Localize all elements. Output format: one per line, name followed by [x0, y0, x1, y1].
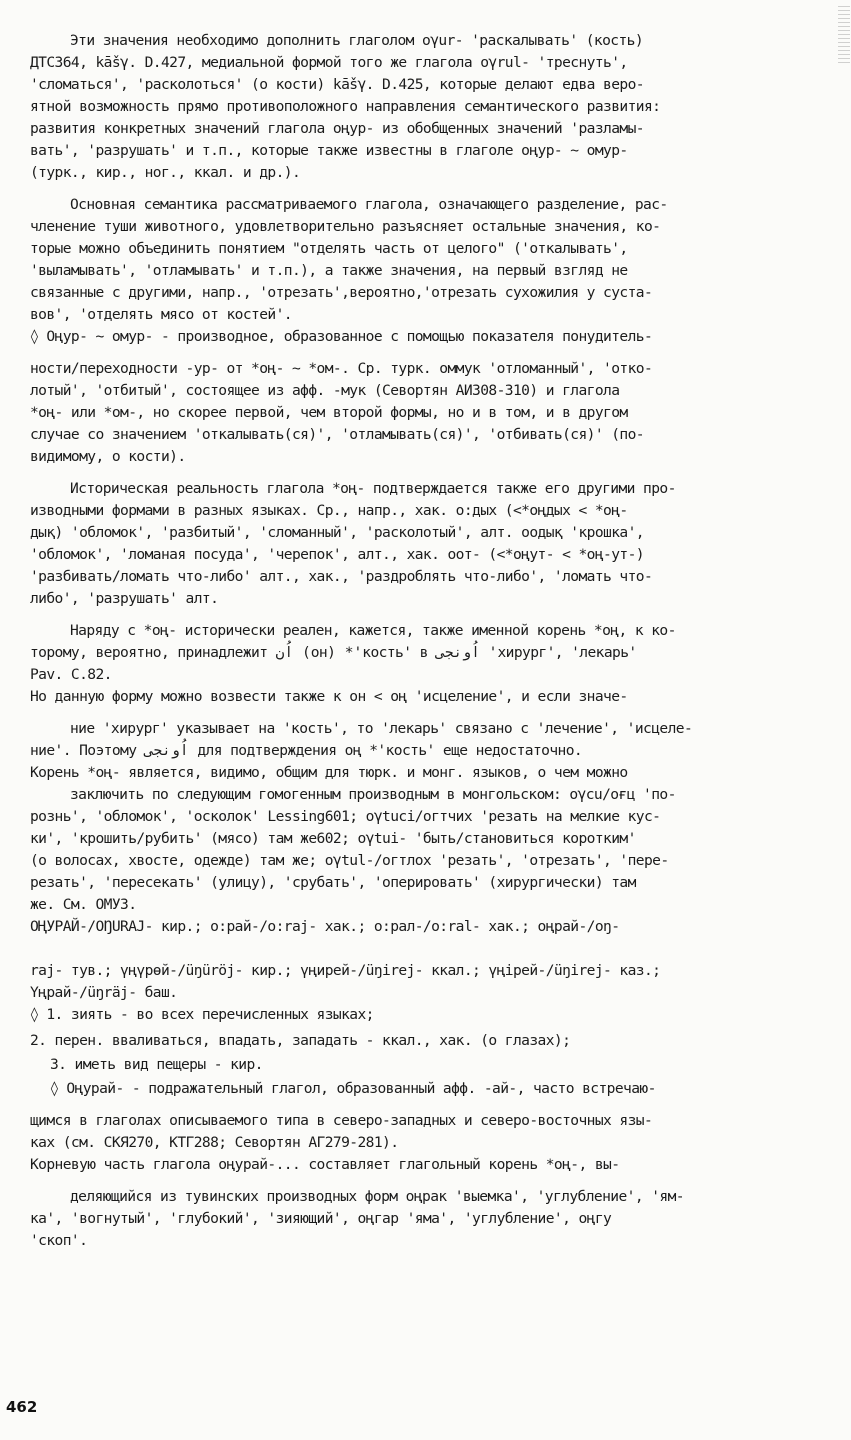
text-line: связанные с другими, напр., 'отрезать',вероятно,'отрезать сухожилия у суста-: [30, 284, 653, 301]
text-line: (турк., кир., ног., ккал. и др.).: [30, 164, 301, 181]
text-line: Корневую часть глагола оңурай-... составляет глагольный корень *оң-, вы-: [30, 1156, 620, 1173]
text-line: Pav. C.82.: [30, 666, 112, 683]
text-line: Үңрай-/üŋräj- баш.: [30, 984, 178, 1001]
text-line: вов', 'отделять мясо от костей'.: [30, 306, 292, 323]
text-line: 'выламывать', 'отламывать' и т.п.), а также значения, на первый взгляд не: [30, 262, 628, 279]
text-line: Корень *оң- является, видимо, общим для тюрк. и монг. языков, о чем можно: [30, 764, 628, 781]
text-line: ятной возможность прямо противоположного направления семантического развития:: [30, 98, 661, 115]
text-line: raj- тув.; үңүрөй-/üŋüröj- кир.; үңирей-/üŋirej- ккал.; үңірей-/üŋirej- каз.;: [30, 962, 661, 979]
text-line: 2. перен. вваливаться, впадать, западать - ккал., хак. (о глазах);: [30, 1032, 571, 1049]
text-line: Основная семантика рассматриваемого глагола, означающего разделение, рас-: [70, 196, 668, 213]
text-line: дық) 'обломок', 'разбитый', 'сломанный', 'расколотый', алт. оодық 'крошка',: [30, 524, 644, 541]
text-line: вать', 'разрушать' и т.п., которые также известны в глаголе оңур- ~ омур-: [30, 142, 628, 159]
text-line: видимому, о кости).: [30, 448, 186, 465]
text-line: щимся в глаголах описываемого типа в северо-западных и северо-восточных язы-: [30, 1112, 653, 1129]
text-line: ние 'хирург' указывает на 'кость', то 'лекарь' связано с 'лечение', 'исцеле-: [70, 720, 693, 737]
text-line: 'сломаться', 'расколоться' (о кости) kāšγ. D.425, которые делают едва веро-: [30, 76, 644, 93]
text-line: случае со значением 'откалывать(ся)', 'отламывать(ся)', 'отбивать(ся)' (по-: [30, 426, 644, 443]
text-line: ности/переходности -ур- от *оң- ~ *ом-. Ср. турк. оммук 'отломанный', 'отко-: [30, 360, 653, 377]
margin-scan-artifact: [838, 6, 850, 66]
text-line: 'скоп'.: [30, 1232, 88, 1249]
text-line: ках (см. СКЯ270, КТГ288; Севортян АГ279-281).: [30, 1134, 399, 1151]
text-line: развития конкретных значений глагола оңур- из обобщенных значений 'разламы-: [30, 120, 644, 137]
text-line: лотый', 'отбитый', состоящее из афф. -мук (Севортян АИ308-310) и глагола: [30, 382, 620, 399]
text-line: ОҢУРАЙ-/OŊURAJ- кир.; о:рай-/o:raj- хак.; о:рал-/o:ral- хак.; оңрай-/oŋ-: [30, 918, 620, 935]
text-line: членение туши животного, удовлетворительно разъясняет остальные значения, ко-: [30, 218, 661, 235]
text-line: ки', 'крошить/рубить' (мясо) там же602; oγtui- 'быть/становиться коротким': [30, 830, 636, 847]
text-line: резать', 'пересекать' (улицу), 'срубать', 'оперировать' (хирургически) там: [30, 874, 636, 891]
text-line: ка', 'вогнутый', 'глубокий', 'зияющий', оңгар 'яма', 'углубление', оңгу: [30, 1210, 612, 1227]
text-line: деляющийся из тувинских производных форм оңрак 'выемка', 'углубление', 'ям-: [70, 1188, 684, 1205]
text-line: 'обломок', 'ломаная посуда', 'черепок', алт., хак. оот- (<*оңут- < *оң-ут-): [30, 546, 644, 563]
text-line: 3. иметь вид пещеры - кир.: [50, 1056, 263, 1073]
text-line: 'разбивать/ломать что-либо' алт., хак., 'раздроблять что-либо', 'ломать что-: [30, 568, 653, 585]
text-line: ние'. Поэтому اُونجی для подтверждения оң *'кость' еще недостаточно.: [30, 742, 583, 759]
text-line: либо', 'разрушать' алт.: [30, 590, 219, 607]
text-line: ДТС364, kāšγ. D.427, медиальной формой того же глагола oγrul- 'треснуть',: [30, 54, 628, 71]
text-line: торому, вероятно, принадлежит اُن (он) *'кость' в اُونجی 'хирург', 'лекарь': [30, 644, 637, 661]
text-line: ◊ 1. зиять - во всех перечисленных языках;: [30, 1006, 374, 1023]
text-line: ◊ Оңурай- - подражательный глагол, образованный афф. -ай-, часто встречаю-: [50, 1080, 656, 1097]
text-line: (о волосах, хвосте, одежде) там же; oγtul-/огтлох 'резать', 'отрезать', 'пере-: [30, 852, 669, 869]
text-line: торые можно объединить понятием "отделять часть от целого" ('откалывать',: [30, 240, 628, 257]
text-line: же. См. ОМУЗ.: [30, 896, 137, 913]
text-line: Историческая реальность глагола *оң- подтверждается также его другими про-: [70, 480, 676, 497]
page-number: 462: [6, 1398, 38, 1416]
text-line: *оң- или *ом-, но скорее первой, чем второй формы, но и в том, и в другом: [30, 404, 628, 421]
text-line: ◊ Оңур- ~ омур- - производное, образованное с помощью показателя понудитель-: [30, 328, 653, 345]
text-line: рознь', 'обломок', 'осколок' Lessing601; oγtuci/огтчих 'резать на мелкие кус-: [30, 808, 661, 825]
text-line: Наряду с *оң- исторически реален, кажется, также именной корень *оң, к ко-: [70, 622, 676, 639]
text-line: заключить по следующим гомогенным производным в монгольском: oγcu/оғц 'по-: [70, 786, 676, 803]
text-line: Но данную форму можно возвести также к он < оң 'исцеление', и если значе-: [30, 688, 628, 705]
text-line: Эти значения необходимо дополнить глаголом oγur- 'раскалывать' (кость): [70, 32, 644, 49]
text-line: изводными формами в разных языках. Ср., напр., хак. о:дых (<*оңдых < *оң-: [30, 502, 628, 519]
